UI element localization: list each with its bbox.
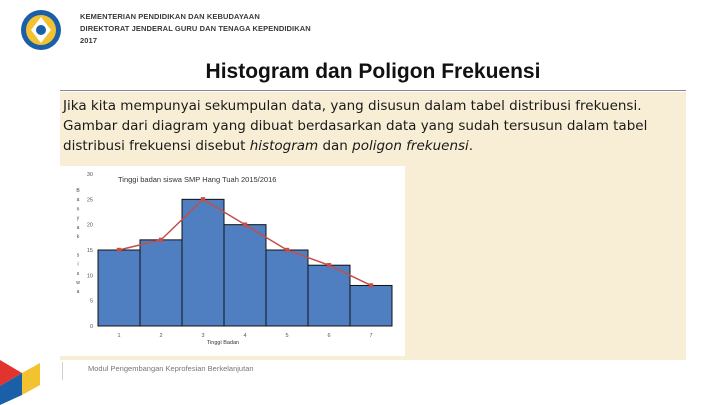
polygon-marker	[117, 248, 121, 252]
y-tick-group	[87, 172, 93, 330]
y-axis-label-char: a	[76, 197, 80, 204]
x-tick-label: 2	[159, 333, 163, 339]
y-axis-label-char: s	[76, 252, 80, 259]
histogram-bar	[98, 250, 140, 326]
polygon-marker	[369, 283, 373, 287]
x-tick-label: 4	[243, 333, 247, 339]
title-divider	[60, 90, 686, 91]
x-tick-label: 6	[327, 333, 331, 339]
corner-decoration-icon	[0, 345, 50, 405]
chart-container	[60, 166, 405, 356]
header	[0, 0, 720, 58]
y-tick-label: 5	[89, 298, 93, 305]
y-tick-label: 20	[86, 222, 93, 229]
y-axis-label-char: k	[76, 234, 80, 240]
histogram-chart	[60, 166, 405, 356]
polygon-marker	[327, 263, 331, 267]
y-axis-label-char: a	[76, 289, 80, 296]
footer-divider	[62, 362, 63, 380]
histogram-bar	[182, 199, 224, 326]
body-paragraph	[63, 96, 683, 156]
y-tick-label: 25	[86, 197, 93, 204]
y-tick-label: 10	[86, 273, 93, 280]
footer-text: Modul Pengembangan Keprofesian Berkelanjutan	[88, 364, 254, 373]
histogram-bar	[308, 265, 350, 326]
para-text-1: Jika kita mempunyai sekumpulan data, yang disusun dalam tabel distribusi frekuensi. Gambar dari diagram yang dibuat berdasarkan data yang sudah tersusun dalam tabel distribusi frekuensi disebut	[63, 98, 648, 154]
x-axis-label: Tinggi Badan	[206, 340, 240, 346]
tut-wuri-handayani-logo-icon	[16, 8, 66, 52]
ministry-heading	[80, 11, 311, 47]
y-tick-label: 0	[89, 324, 93, 330]
y-tick-label: 30	[86, 172, 93, 178]
y-axis-label-group	[76, 188, 80, 295]
y-axis-label-char: s	[76, 270, 80, 277]
polygon-marker	[159, 238, 163, 242]
polygon-marker	[201, 197, 205, 201]
y-axis-label-char: i	[77, 261, 79, 268]
histogram-bar	[350, 285, 392, 326]
histogram-bar	[140, 240, 182, 326]
polygon-marker	[285, 248, 289, 252]
x-tick-label: 3	[201, 333, 205, 339]
bars-group	[98, 199, 392, 326]
x-tick-group	[117, 333, 372, 339]
x-tick-label: 5	[285, 333, 289, 339]
y-axis-label-char: a	[76, 224, 80, 231]
para-term-histogram: histogram	[249, 138, 319, 154]
y-axis-label-char: y	[76, 215, 80, 222]
ministry-line-2: DIREKTORAT JENDERAL GURU DAN TENAGA KEPENDIDIKAN	[80, 24, 311, 33]
y-axis-label-char: w	[76, 280, 80, 286]
ministry-year: 2017	[80, 36, 98, 45]
histogram-bar	[266, 250, 308, 326]
slide-title: Histogram dan Poligon Frekuensi	[205, 60, 541, 83]
x-tick-label: 1	[117, 333, 121, 339]
chart-title: Tinggi badan siswa SMP Hang Tuah 2015/2016	[118, 175, 277, 184]
histogram-bar	[224, 225, 266, 326]
y-axis-label-char: B	[76, 188, 80, 194]
x-tick-label: 7	[369, 333, 373, 339]
para-text-2: dan	[318, 138, 353, 154]
ministry-line-1: KEMENTERIAN PENDIDIKAN DAN KEBUDAYAAN	[80, 12, 260, 21]
para-term-polygon: poligon frekuensi	[352, 138, 469, 154]
para-text-3: .	[468, 138, 474, 154]
y-tick-label: 15	[86, 248, 93, 254]
polygon-marker	[243, 222, 247, 226]
y-axis-label-char: n	[76, 206, 80, 213]
